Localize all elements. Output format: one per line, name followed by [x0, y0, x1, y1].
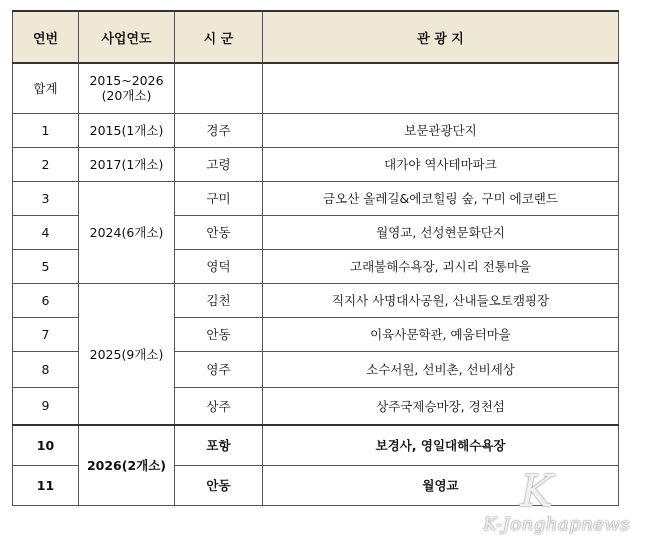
row-site: 상주국제승마장, 경천섬 — [263, 387, 619, 425]
row-site: 월영교 — [263, 465, 619, 505]
row-site: 금오산 올레길&에코힐링 숲, 구미 에코랜드 — [263, 181, 619, 215]
row-site: 이육사문학관, 예움터마을 — [263, 317, 619, 351]
row-year: 2017(1개소) — [79, 147, 175, 181]
row-no: 7 — [13, 317, 79, 351]
watermark-text: K-Jonghapnews — [483, 514, 630, 535]
table-row — [13, 283, 619, 317]
table-header-row — [13, 11, 619, 63]
row-city: 포항 — [175, 425, 263, 465]
total-label: 합계 — [13, 63, 79, 113]
row-city: 상주 — [175, 387, 263, 425]
total-row — [13, 63, 619, 113]
row-no: 10 — [13, 425, 79, 465]
header-site: 관 광 지 — [263, 11, 619, 63]
row-no: 1 — [13, 113, 79, 147]
row-city: 영주 — [175, 351, 263, 387]
total-count: (20개소) — [101, 88, 152, 104]
row-no: 2 — [13, 147, 79, 181]
header-no: 연번 — [13, 11, 79, 63]
row-year: 2024(6개소) — [79, 181, 175, 283]
row-year: 2025(9개소) — [79, 283, 175, 425]
table-row — [13, 113, 619, 147]
total-site — [263, 63, 619, 113]
row-no: 11 — [13, 465, 79, 505]
row-site: 소수서원, 선비촌, 선비세상 — [263, 351, 619, 387]
row-no: 8 — [13, 351, 79, 387]
total-city — [175, 63, 263, 113]
row-city: 경주 — [175, 113, 263, 147]
row-no: 5 — [13, 249, 79, 283]
row-site: 월영교, 선성현문화단지 — [263, 215, 619, 249]
table-row — [13, 181, 619, 215]
row-year: 2026(2개소) — [79, 425, 175, 505]
row-site: 보문관광단지 — [263, 113, 619, 147]
header-year: 사업연도 — [79, 11, 175, 63]
total-year-range: 2015~2026 — [89, 73, 164, 89]
row-no: 4 — [13, 215, 79, 249]
header-city: 시 군 — [175, 11, 263, 63]
row-city: 안동 — [175, 215, 263, 249]
table-row — [13, 425, 619, 465]
row-site: 직지사 사명대사공원, 산내들오토캠핑장 — [263, 283, 619, 317]
row-city: 김천 — [175, 283, 263, 317]
table-row — [13, 147, 619, 181]
watermark-logo: K — [520, 466, 554, 517]
row-city: 영덕 — [175, 249, 263, 283]
row-city: 구미 — [175, 181, 263, 215]
row-no: 6 — [13, 283, 79, 317]
row-no: 9 — [13, 387, 79, 425]
row-no: 3 — [13, 181, 79, 215]
total-years — [79, 63, 175, 113]
row-city: 안동 — [175, 465, 263, 505]
tourist-site-table — [12, 10, 619, 506]
row-city: 안동 — [175, 317, 263, 351]
row-site: 보경사, 영일대해수욕장 — [263, 425, 619, 465]
row-city: 고령 — [175, 147, 263, 181]
news-watermark — [483, 466, 630, 535]
row-site: 대가야 역사테마파크 — [263, 147, 619, 181]
row-site: 고래불해수욕장, 괴시리 전통마을 — [263, 249, 619, 283]
row-year: 2015(1개소) — [79, 113, 175, 147]
